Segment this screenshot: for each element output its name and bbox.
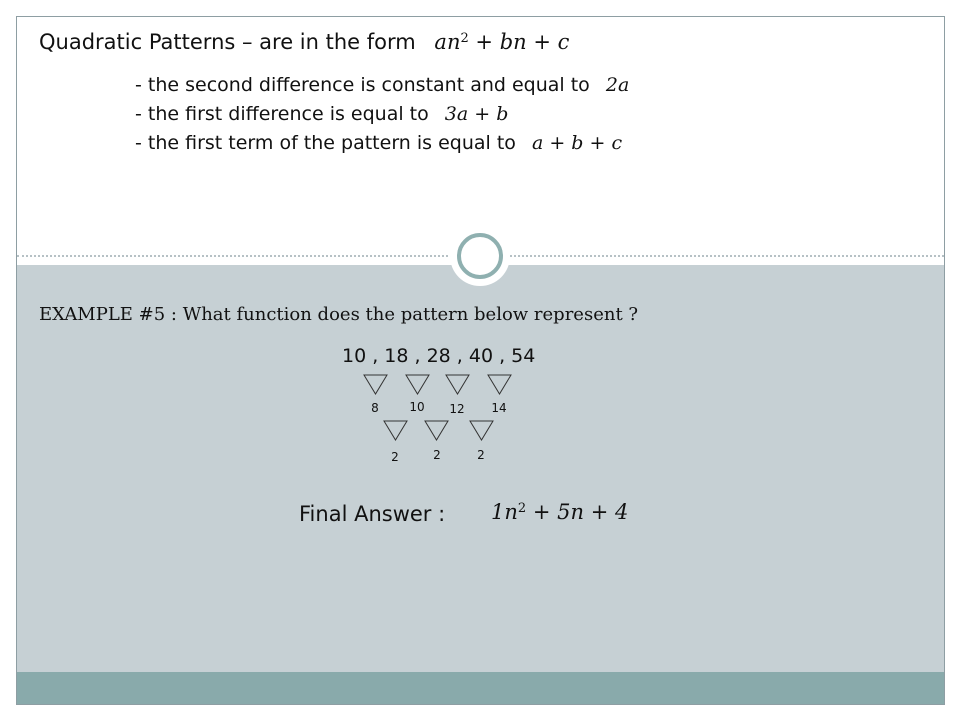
slide xyxy=(16,16,945,705)
first-difference: 14 xyxy=(491,401,507,415)
final-answer-expression: $1n^2 + 5n + 4$ xyxy=(491,500,629,524)
rule-expression: 2a xyxy=(605,74,630,96)
triangle-icon xyxy=(446,375,469,394)
example-question: EXAMPLE #5 : What function does the pattern below represent ? xyxy=(39,304,639,325)
title-expression: $an^2$ + bn + c xyxy=(434,30,570,54)
triangle-icon xyxy=(406,375,429,394)
rule-text: - the second difference is constant and equal to xyxy=(135,74,590,96)
first-difference: 8 xyxy=(371,401,379,415)
triangle-icon xyxy=(364,375,387,394)
triangle-icon xyxy=(425,421,448,440)
first-difference: 12 xyxy=(449,402,465,416)
rule-text: - the first term of the pattern is equal to xyxy=(135,132,516,154)
rule-expression: a + b + c xyxy=(531,132,623,154)
triangle-icon xyxy=(488,375,511,394)
second-difference: 2 xyxy=(391,450,399,464)
first-difference: 10 xyxy=(409,400,425,414)
difference-diagram xyxy=(17,17,944,704)
sequence: 10 , 18 , 28 , 40 , 54 xyxy=(342,345,536,367)
triangle-icon xyxy=(384,421,407,440)
rule-text: - the first difference is equal to xyxy=(135,103,429,125)
second-difference: 2 xyxy=(433,448,441,462)
title-text: Quadratic Patterns – are in the form xyxy=(39,30,416,54)
rule-expression: 3a + b xyxy=(444,103,509,125)
final-answer-label: Final Answer : xyxy=(299,502,446,526)
triangle-icon xyxy=(470,421,493,440)
second-difference: 2 xyxy=(477,448,485,462)
